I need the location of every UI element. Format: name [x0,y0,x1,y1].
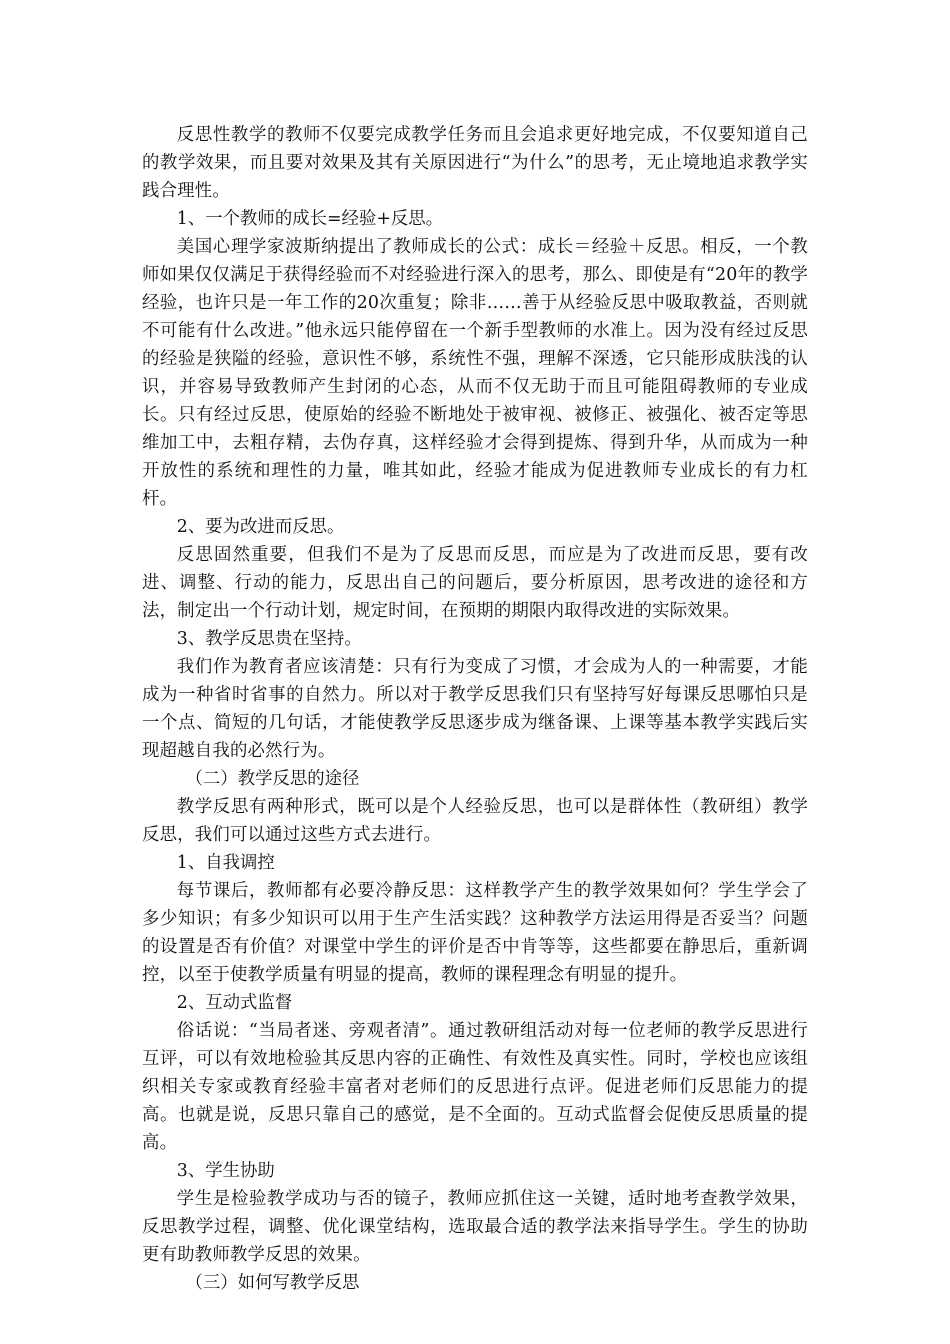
section-heading-persist: 3、教学反思贵在坚持。 [176,629,362,649]
section-heading-growth: 1、一个教师的成长=经验+反思。 [176,209,444,229]
document-body [142,121,808,1297]
section-heading-student-help: 3、学生协助 [176,1161,275,1181]
subsection-heading-ways: （二）教学反思的途径 [185,769,360,789]
mutual-supervision-paragraph: 俗话说：“当局者迷、旁观者清”。通过教研组活动对每一位老师的教学反思进行互评，可以有效地检验其反思内容的正确性、有效性及真实性。同时，学校也应该组织相关专家或教育经验丰富者对老师们的反思进行点评。促进老师们反思能力的提高。也就是说，反思只靠自己的感觉，是不全面的。互动式监督会促使反思质量的提高。 [142,1021,808,1153]
subsection-heading-how-to-write: （三）如何写教学反思 [185,1273,360,1293]
section-heading-improve: 2、要为改进而反思。 [176,517,345,537]
persist-paragraph: 我们作为教育者应该清楚：只有行为变成了习惯，才会成为人的一种需要，才能成为一种省时省事的自然力。所以对于教学反思我们只有坚持写好每课反思哪怕只是一个点、简短的几句话，才能使教学反思逐步成为继备课、上课等基本教学实践后实现超越自我的必然行为。 [142,657,808,761]
growth-paragraph: 美国心理学家波斯纳提出了教师成长的公式：成长＝经验＋反思。相反，一个教师如果仅仅满足于获得经验而不对经验进行深入的思考，那么、即使是有“20年的教学经验，也许只是一年工作的20次重复；除非……善于从经验反思中吸取教益，否则就不可能有什么改进。”他永远只能停留在一个新手型教师的水准上。因为没有经过反思的经验是狭隘的经验，意识性不够，系统性不强，理解不深透，它只能形成肤浅的认识，并容易导致教师产生封闭的心态，从而不仅无助于而且可能阻碍教师的专业成长。只有经过反思，使原始的经验不断地处于被审视、被修正、被强化、被否定等思维加工中，去粗存精，去伪存真，这样经验才会得到提炼、得到升华，从而成为一种开放性的系统和理性的力量，唯其如此，经验才能成为促进教师专业成长的有力杠杆。 [142,237,808,509]
section-heading-self-control: 1、自我调控 [176,853,275,873]
student-help-paragraph: 学生是检验教学成功与否的镜子，教师应抓住这一关键，适时地考查教学效果，反思教学过程，调整、优化课堂结构，选取最合适的教学法来指导学生。学生的协助更有助教师教学反思的效果。 [142,1189,808,1265]
intro-paragraph: 反思性教学的教师不仅要完成教学任务而且会追求更好地完成，不仅要知道自己的教学效果，而且要对效果及其有关原因进行“为什么”的思考，无止境地追求教学实践合理性。 [142,125,808,201]
section-heading-mutual-supervision: 2、互动式监督 [176,993,293,1013]
ways-paragraph: 教学反思有两种形式，既可以是个人经验反思，也可以是群体性（教研组）教学反思，我们可以通过这些方式去进行。 [142,797,808,845]
self-control-paragraph: 每节课后，教师都有必要冷静反思：这样教学产生的教学效果如何？学生学会了多少知识；有多少知识可以用于生产生活实践？这种教学方法运用得是否妥当？问题的设置是否有价值？对课堂中学生的评价是否中肯等等，这些都要在静思后，重新调控，以至于使教学质量有明显的提高，教师的课程理念有明显的提升。 [142,881,808,985]
improve-paragraph: 反思固然重要，但我们不是为了反思而反思，而应是为了改进而反思，要有改进、调整、行动的能力，反思出自己的问题后，要分析原因，思考改进的途径和方法，制定出一个行动计划，规定时间，在预期的期限内取得改进的实际效果。 [142,545,808,621]
